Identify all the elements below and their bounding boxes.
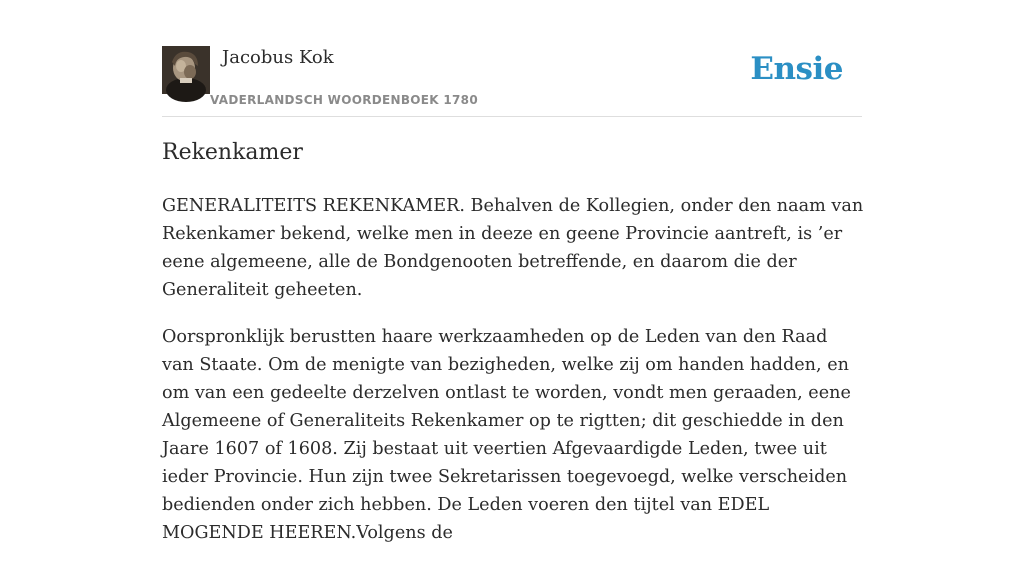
author-name[interactable]: Jacobus Kok <box>222 47 334 68</box>
article-paragraph: GENERALITEITS REKENKAMER. Behalven de Kollegien, onder den naam van Rekenkamer bekend, welke men in deeze en geene Provincie aantreft, is ’er eene algemeene, alle de Bondgenooten betreffende, en daarom die der Generaliteit geheeten. <box>162 196 864 300</box>
portrait-icon <box>162 46 210 94</box>
brand-logo[interactable]: Ensie <box>750 51 843 87</box>
page-title: Rekenkamer <box>162 140 303 165</box>
article-body <box>162 192 864 566</box>
article-paragraph: Oorspronklijk berustten haare werkzaamheden op de Leden van den Raad van Staate. Om de menigte van bezigheden, welke zij om handen hadden, en om van een gedeelte derzelven ontlast te worden, vondt men geraaden, eene Algemeene of Generaliteits Rekenkamer op te rigtten; dit geschiedde in den Jaare 1607 of 1608. Zij bestaat uit veertien Afgevaardigde Leden, twee uit ieder Provincie. Hun zijn twee Sekretarissen toegevoegd, welke verscheiden bedienden onder zich hebben. De Leden voeren den tijtel van EDEL MOGENDE HEEREN.Volgens de <box>162 327 851 543</box>
source-label[interactable]: VADERLANDSCH WOORDENBOEK 1780 <box>210 93 478 107</box>
page-header <box>162 46 862 117</box>
portrait-avatar[interactable] <box>162 46 210 94</box>
